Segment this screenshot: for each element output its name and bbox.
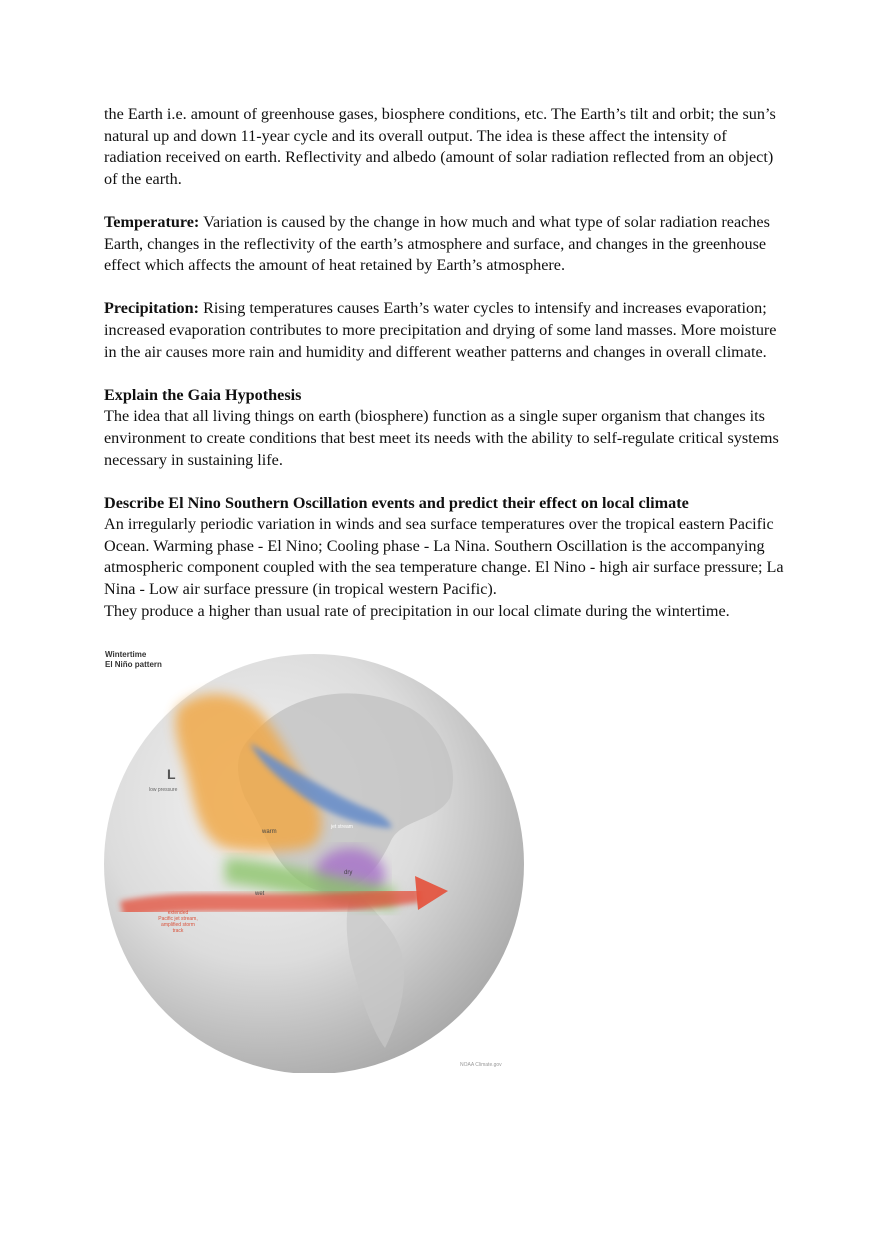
temperature-paragraph <box>104 212 784 277</box>
enso-heading: Describe El Nino Southern Oscillation events and predict their effect on local climate <box>104 493 689 512</box>
jet-stream-label: jet stream <box>331 824 353 830</box>
enso-text: An irregularly periodic variation in winds and sea surface temperatures over the tropical eastern Pacific Ocean. Warming phase - El Nino; Cooling phase - La Nina. Southern Oscillation is the accompanying atmospheric component coupled with the sea temperature change. El Nino - high air surface pressure; La Nina - Low air surface pressure (in tropical western Pacific). <box>104 515 784 599</box>
precipitation-paragraph <box>104 298 784 363</box>
el-nino-globe-figure <box>100 648 530 1073</box>
figure-title: Wintertime El Niño pattern <box>105 650 162 669</box>
precipitation-text: Rising temperatures causes Earth’s water cycles to intensify and increases evaporation; increased evaporation contributes to more precipitation and drying of some land masses. More moisture in the air causes more rain and humidity and different weather patterns and changes in overall climate. <box>104 299 777 361</box>
precipitation-label: Precipitation: <box>104 299 200 318</box>
low-pressure-label: low pressure <box>149 787 178 793</box>
low-pressure-symbol: L <box>167 766 176 782</box>
intro-paragraph: the Earth i.e. amount of greenhouse gases, biosphere conditions, etc. The Earth’s tilt and orbit; the sun’s natural up and down 11-year cycle and its overall output. The idea is these affect the intensity of radiation received on earth. Reflectivity and albedo (amount of solar radiation reflected from an object) of the earth. <box>104 105 776 188</box>
dry-label: dry <box>344 870 353 876</box>
gaia-heading: Explain the Gaia Hypothesis <box>104 385 302 404</box>
temperature-label: Temperature: <box>104 212 200 231</box>
temperature-text: Variation is caused by the change in how much and what type of solar radiation reaches Earth, changes in the reflectivity of the earth’s atmosphere and surface, and changes in the greenhouse effect which affects the amount of heat retained by Earth’s atmosphere. <box>104 212 770 275</box>
globe-map <box>100 648 530 1073</box>
pacific-jet-arrow <box>122 893 420 910</box>
document-body <box>104 104 784 622</box>
pacific-jet-label: extended Pacific jet stream, amplified storm track <box>158 910 198 934</box>
gaia-text: The idea that all living things on earth (biosphere) function as a single super organism that changes its environment to create conditions that best meet its needs with the ability to self-regulate critical systems necessary in sustaining life. <box>104 407 779 469</box>
warm-label: warm <box>262 829 277 835</box>
enso-local-effect: They produce a higher than usual rate of precipitation in our local climate during the wintertime. <box>104 601 730 620</box>
wet-label: wet <box>255 891 265 897</box>
figure-credit: NOAA Climate.gov <box>460 1062 502 1068</box>
